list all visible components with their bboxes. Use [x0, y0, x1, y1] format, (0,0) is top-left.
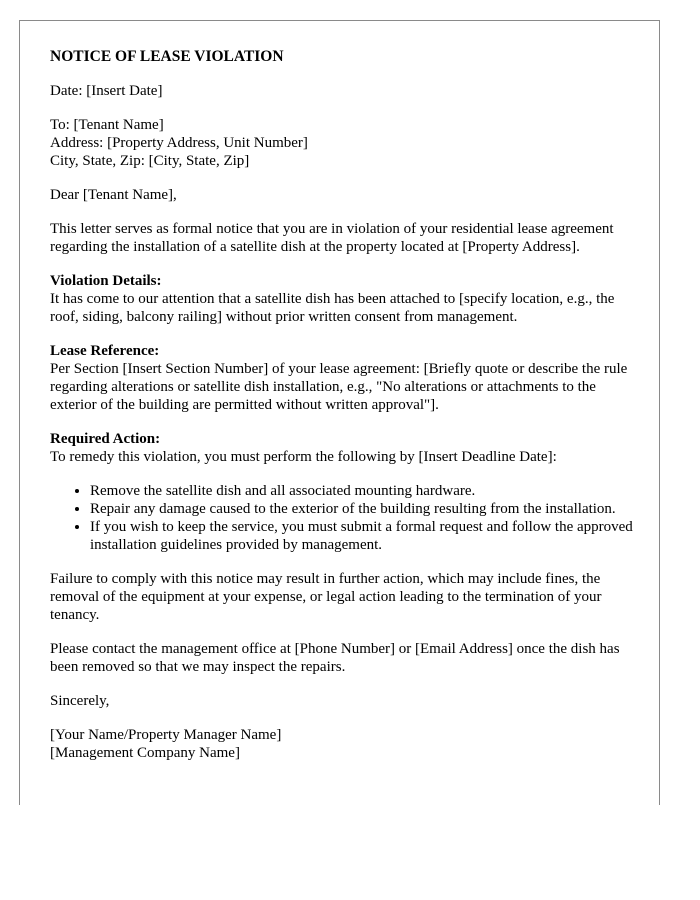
lease-reference-section [50, 342, 640, 414]
contact-paragraph: Please contact the management office at [Phone Number] or [Email Address] once the dish has been removed so that we may inspect the repairs. [50, 641, 620, 675]
recipient-address: Address: [Property Address, Unit Number] [50, 135, 308, 151]
signature-name: [Your Name/Property Manager Name] [50, 727, 282, 743]
letter-page [19, 20, 660, 805]
list-item: • If you wish to keep the service, you must submit a formal request and follow the approved installation guidelines provided by management. [90, 518, 640, 554]
required-action-list [50, 482, 640, 554]
required-action-heading: Required Action: [50, 431, 161, 447]
required-action-section [50, 430, 640, 466]
salutation: Dear [Tenant Name], [50, 187, 177, 203]
closing: Sincerely, [50, 693, 110, 709]
signature-company: [Management Company Name] [50, 745, 240, 761]
letter-title: NOTICE OF LEASE VIOLATION [50, 48, 284, 65]
signature-block [50, 726, 640, 762]
required-action-body: To remedy this violation, you must perform the following by [Insert Deadline Date]: [50, 449, 557, 465]
list-item: • Remove the satellite dish and all associated mounting hardware. [90, 482, 640, 500]
recipient-city: City, State, Zip: [City, State, Zip] [50, 153, 250, 169]
violation-heading: Violation Details: [50, 273, 162, 289]
intro-paragraph: This letter serves as formal notice that you are in violation of your residential lease agreement regarding the installation of a satellite dish at the property located at [Property Address]. [50, 221, 614, 255]
lease-reference-body: Per Section [Insert Section Number] of your lease agreement: [Briefly quote or describe the rule regarding alterations or satellite dish installation, e.g., "No alterations or attachments to the exterior of the building are permitted without written approval"]. [50, 361, 628, 413]
recipient-to: To: [Tenant Name] [50, 117, 164, 133]
violation-section [50, 272, 640, 326]
letter-date: Date: [Insert Date] [50, 83, 163, 99]
list-item: • Repair any damage caused to the exterior of the building resulting from the installation. [90, 500, 640, 518]
failure-notice-paragraph: Failure to comply with this notice may result in further action, which may include fines, the removal of the equipment at your expense, or legal action leading to the termination of your tenancy. [50, 571, 602, 623]
recipient-block [50, 116, 640, 170]
violation-body: It has come to our attention that a satellite dish has been attached to [specify location, e.g., the roof, siding, balcony railing] without prior written consent from management. [50, 291, 615, 325]
letter-content [50, 48, 640, 762]
lease-reference-heading: Lease Reference: [50, 343, 160, 359]
